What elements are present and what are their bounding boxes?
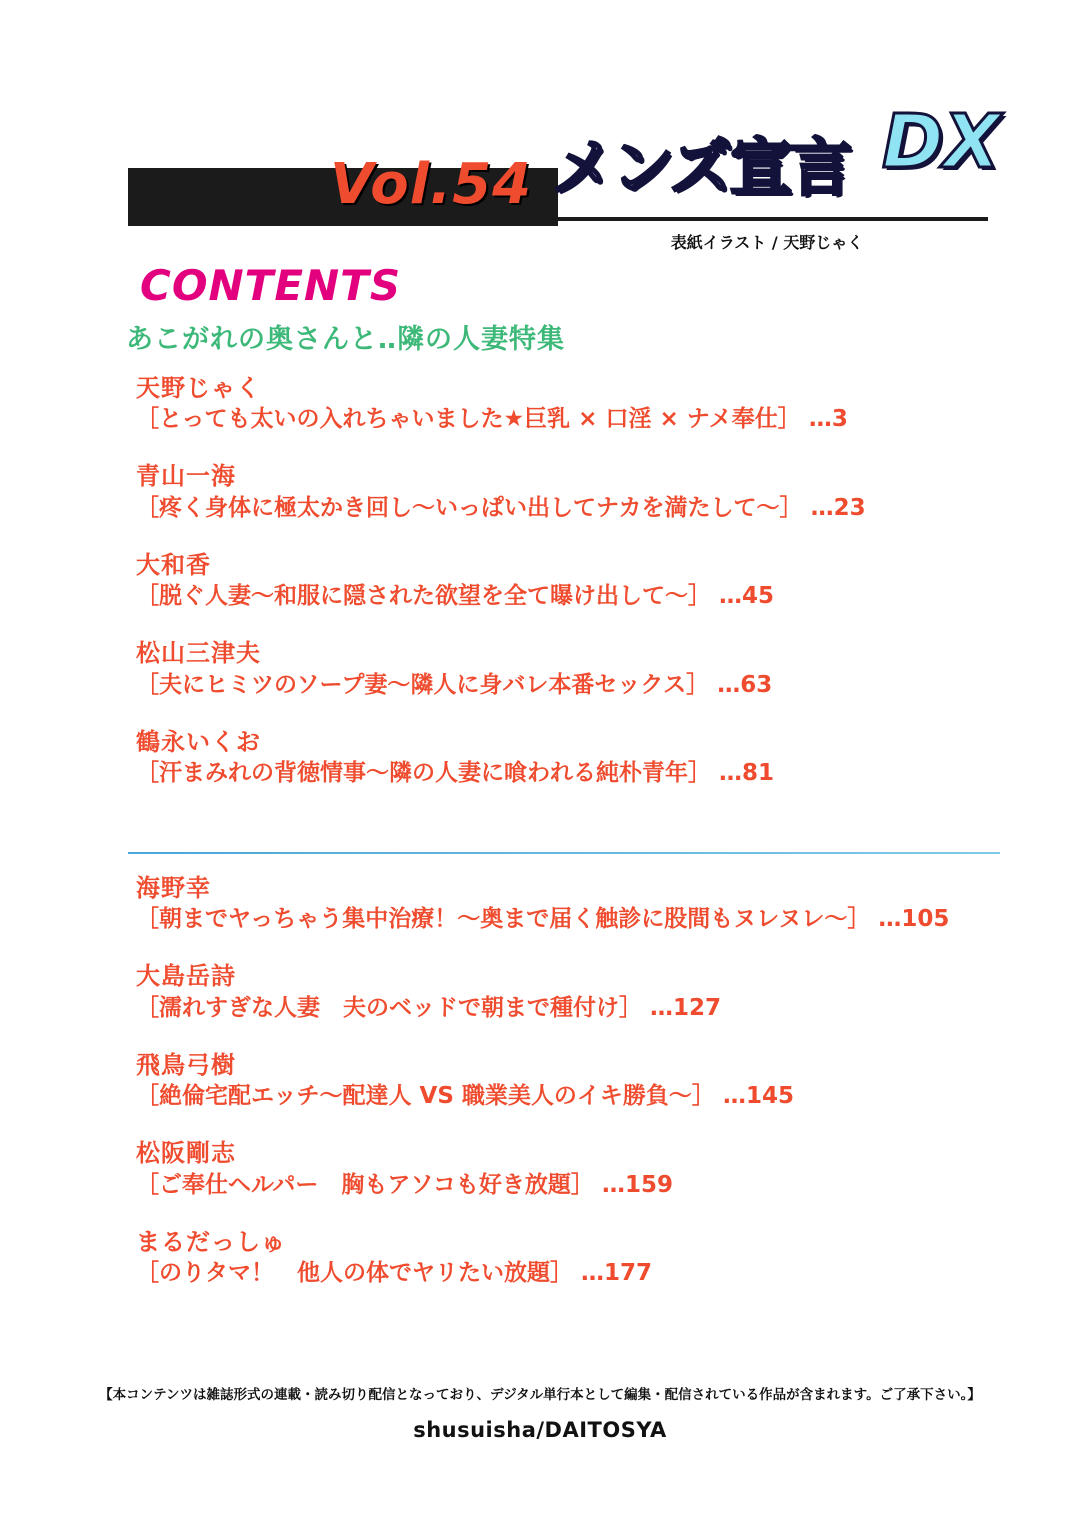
list-item[interactable] (136, 960, 1036, 1023)
cover-illustration-credit: 表紙イラスト / 天野じゃく (670, 233, 864, 252)
page-title: CONTENTS (140, 261, 402, 310)
entry-title: ［ご奉仕ヘルパー 胸もアソコも好き放題］ (136, 1171, 594, 1198)
entry-author: 青山一海 (136, 462, 236, 491)
list-item[interactable] (136, 460, 1016, 523)
entry-author: 天野じゃく (136, 374, 261, 402)
entry-page: …127 (650, 994, 722, 1021)
entry-page: …159 (601, 1171, 673, 1198)
list-item[interactable] (136, 1049, 1036, 1112)
entry-title: ［脱ぐ人妻～和服に隠された欲望を全て曝け出して～］ (136, 583, 711, 610)
entry-author: 海野幸 (136, 874, 211, 902)
entry-title: ［夫にヒミツのソープ妻～隣人に身バレ本番セックス］ (136, 671, 710, 698)
magazine-logo (552, 99, 1001, 225)
entry-author: 大和香 (136, 550, 211, 579)
contents-list-lower (136, 872, 1036, 1314)
list-item[interactable] (136, 726, 1016, 789)
entry-title-line (136, 1258, 1036, 1289)
entry-title-line (136, 993, 1036, 1024)
entry-author: 松山三津夫 (136, 639, 261, 668)
entry-page: …63 (717, 671, 773, 698)
entry-title-line (136, 758, 1016, 789)
entry-page: …23 (810, 494, 866, 521)
entry-title-line (136, 581, 1016, 612)
list-item[interactable] (136, 372, 1016, 435)
list-item[interactable] (136, 1137, 1036, 1200)
entry-title: ［濡れすぎな人妻 夫のベッドで朝まで種付け］ (136, 994, 642, 1021)
footer-note: 【本コンテンツは雑誌形式の連載・読み切り配信となっており、デジタル単行本として編集・配信されている作品が含まれます。ご了承下さい。】 (99, 1387, 981, 1403)
entry-page: …45 (719, 583, 775, 610)
masthead (0, 95, 1080, 252)
entry-page: …105 (878, 906, 950, 933)
entry-title-line (136, 1081, 1036, 1112)
logo-title-dx: DX (882, 99, 1001, 185)
entry-author: 松阪剛志 (136, 1139, 236, 1168)
publisher-label: shusuisha/DAITOSYA (413, 1418, 667, 1442)
entry-title-line (136, 404, 1016, 435)
entry-title: ［のりタマ！ 他人の体でヤリたい放題］ (136, 1260, 573, 1287)
logo-title-jp: メンズ宣言 (552, 131, 851, 204)
entry-title: ［朝までヤっちゃう集中治療！～奥まで届く触診に股間もヌレヌレ～］ (136, 906, 871, 933)
entry-title: ［絶倫宅配エッチ～配達人 VS 職業美人のイキ勝負～］ (136, 1083, 715, 1110)
contents-list-upper (136, 372, 1016, 814)
entry-title: ［汗まみれの背徳情事～隣の人妻に喰われる純朴青年］ (136, 760, 711, 787)
logo-underline (548, 217, 988, 221)
entry-author: 飛鳥弓樹 (136, 1050, 236, 1079)
volume-label: Vol.54 (330, 152, 533, 217)
entry-page: …177 (581, 1260, 653, 1287)
entry-author: 大島岳詩 (136, 962, 236, 991)
entry-author: 鶴永いくお (136, 727, 261, 756)
list-item[interactable] (136, 1226, 1036, 1289)
feature-title: あこがれの奥さんと‥隣の人妻特集 (126, 324, 566, 355)
entry-title-line (136, 493, 1016, 524)
list-item[interactable] (136, 637, 1016, 700)
entry-author: まるだっしゅ (136, 1227, 286, 1256)
entry-title-line (136, 670, 1016, 701)
entry-page: …81 (719, 760, 775, 787)
entry-page: …145 (722, 1083, 794, 1110)
entry-title-line (136, 904, 1036, 935)
list-item[interactable] (136, 872, 1036, 935)
entry-title: ［疼く身体に極太かき回し～いっぱい出してナカを満たして～］ (136, 494, 803, 521)
list-item[interactable] (136, 549, 1016, 612)
section-divider (128, 852, 1000, 854)
entry-page: …3 (808, 406, 848, 433)
entry-title: ［とっても太いの入れちゃいました★巨乳 × 口淫 × ナメ奉仕］ (136, 406, 801, 433)
entry-title-line (136, 1170, 1036, 1201)
